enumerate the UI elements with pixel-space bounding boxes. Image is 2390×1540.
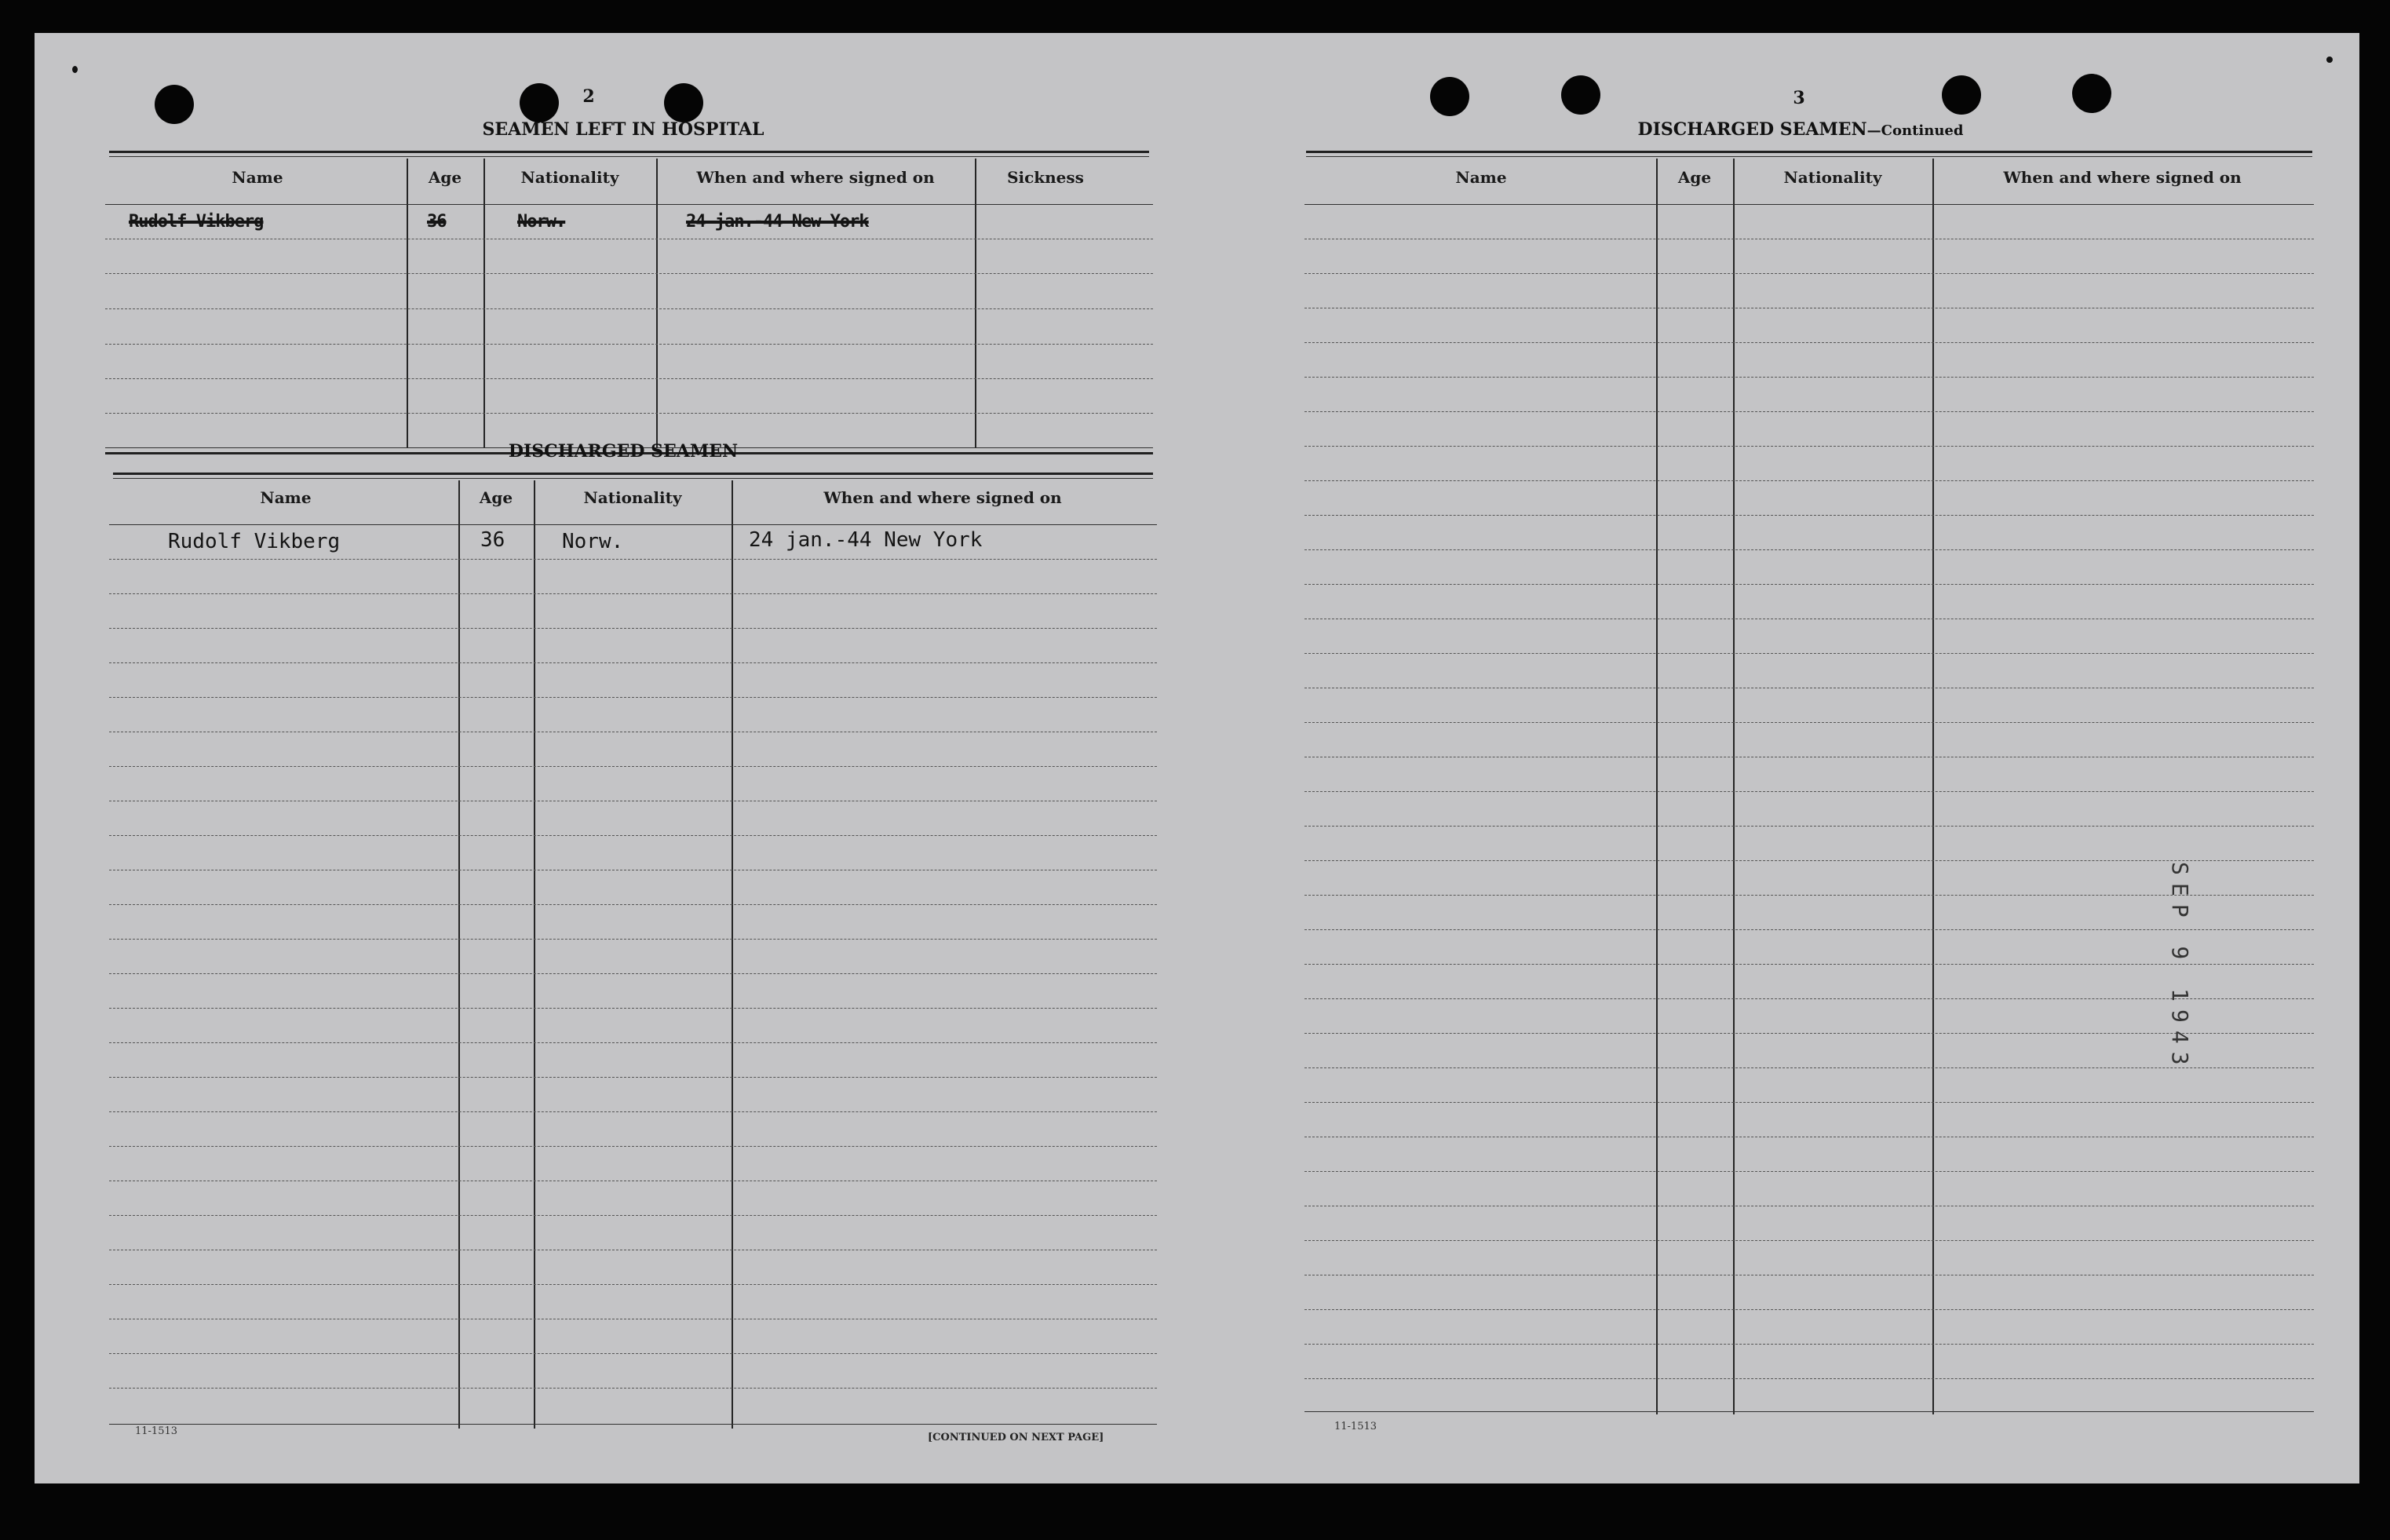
row-line [109,593,1157,594]
page-3 [1196,33,2359,1483]
row-line [109,1284,1157,1285]
header-underline [105,204,1153,205]
row-line [1304,895,2314,896]
column-divider [534,480,535,1429]
discharged-age: 36 [480,528,505,552]
row-line [1304,653,2314,654]
section-title-discharged-continued [1604,119,1997,140]
row-line [1304,1240,2314,1241]
column-divider [483,159,485,447]
row-line [1304,1067,2314,1068]
row-line [1304,273,2314,274]
row-line [109,559,1157,560]
row-line [109,1353,1157,1354]
punch-hole [155,85,194,124]
column-header-nationality: Nationality [1783,168,1882,187]
column-divider [1733,159,1735,1414]
column-divider [656,159,658,447]
punch-hole [1561,75,1600,115]
page-2 [35,33,1196,1483]
column-header-nationality: Nationality [583,488,682,507]
punch-hole [1942,75,1981,115]
row-line [1304,791,2314,792]
row-line [1304,411,2314,412]
column-header-age: Age [1677,168,1712,187]
discharged-nationality: Norw. [562,530,624,553]
column-header-name: Name [260,488,312,507]
column-header-name: Name [1455,168,1507,187]
discharged-signed-on: 24 jan.-44 New York [749,528,983,552]
section-title-hospital: SEAMEN LEFT IN HOSPITAL [482,119,764,140]
table-top-rule [1306,156,2312,157]
row-line [109,766,1157,767]
column-header-age: Age [428,168,462,187]
row-line [109,1077,1157,1078]
row-line [1304,549,2314,550]
table-top-rule [109,156,1149,157]
column-header-age: Age [479,488,513,507]
form-number: 11-1513 [135,1425,178,1437]
speck [2326,57,2333,63]
speck [72,66,78,73]
title-main: DISCHARGED SEAMEN [1637,119,1867,140]
column-divider [407,159,408,447]
row-line [1304,1309,2314,1310]
row-line [105,378,1153,379]
row-line [1304,929,2314,930]
table-bottom-rule [1304,1411,2314,1412]
punch-hole [520,83,559,122]
column-divider [1656,159,1658,1414]
row-line [109,1008,1157,1009]
page-number: 2 [582,86,595,107]
table-top-rule [109,151,1149,153]
row-line [105,344,1153,345]
struck-signed-on: 24 jan.-44 New York [686,212,869,232]
row-line [109,1111,1157,1112]
row-line [1304,515,2314,516]
row-line [109,1042,1157,1043]
column-header-signed-on: When and where signed on [696,168,935,187]
row-line [109,835,1157,836]
column-divider [975,159,976,447]
column-divider [1932,159,1934,1414]
discharged-name: Rudolf Vikberg [168,530,341,553]
column-header-signed-on: When and where signed on [2003,168,2242,187]
row-line [1304,446,2314,447]
punch-hole [1430,77,1469,116]
title-suffix: —Continued [1866,122,1964,139]
struck-age: 36 [427,212,447,232]
row-line [109,662,1157,663]
continued-note: [CONTINUED ON NEXT PAGE] [928,1432,1104,1443]
table-bottom-rule [109,1424,1157,1425]
row-line [109,939,1157,940]
row-line [1304,1171,2314,1172]
form-number: 11-1513 [1334,1421,1377,1432]
row-line [109,1215,1157,1216]
row-line [1304,1102,2314,1103]
table-top-rule [113,473,1153,475]
punch-hole [664,83,703,122]
row-line [105,308,1153,309]
row-line [1304,1378,2314,1379]
row-line [1304,377,2314,378]
row-line [1304,584,2314,585]
struck-name: Rudolf Vikberg [129,212,264,232]
column-header-nationality: Nationality [520,168,619,187]
row-line [1304,860,2314,861]
header-underline [109,524,1157,525]
row-line [1304,1033,2314,1034]
row-line [1304,826,2314,827]
page-number: 3 [1793,88,1805,108]
section-title-discharged: DISCHARGED SEAMEN [508,441,739,462]
column-header-name: Name [232,168,283,187]
row-line [1304,998,2314,999]
column-header-signed-on: When and where signed on [823,488,1062,507]
row-line [1304,342,2314,343]
document-sheet [35,33,2359,1483]
table-top-rule [113,478,1153,479]
row-line [109,697,1157,698]
row-line [1304,480,2314,481]
row-line [109,973,1157,974]
column-divider [458,480,460,1429]
date-stamp: SEP 9 1943 [2167,862,2193,1073]
row-line [1304,964,2314,965]
header-underline [1304,204,2314,205]
row-line [105,413,1153,414]
row-line [105,273,1153,274]
row-line [109,904,1157,905]
row-line [1304,722,2314,723]
row-line [109,1146,1157,1147]
column-divider [732,480,733,1429]
struck-nationality: Norw. [517,212,566,232]
column-header-sickness: Sickness [1007,168,1084,187]
row-line [109,1388,1157,1389]
punch-hole [2072,74,2111,113]
table-top-rule [1306,151,2312,153]
row-line [1304,1344,2314,1345]
row-line [109,628,1157,629]
